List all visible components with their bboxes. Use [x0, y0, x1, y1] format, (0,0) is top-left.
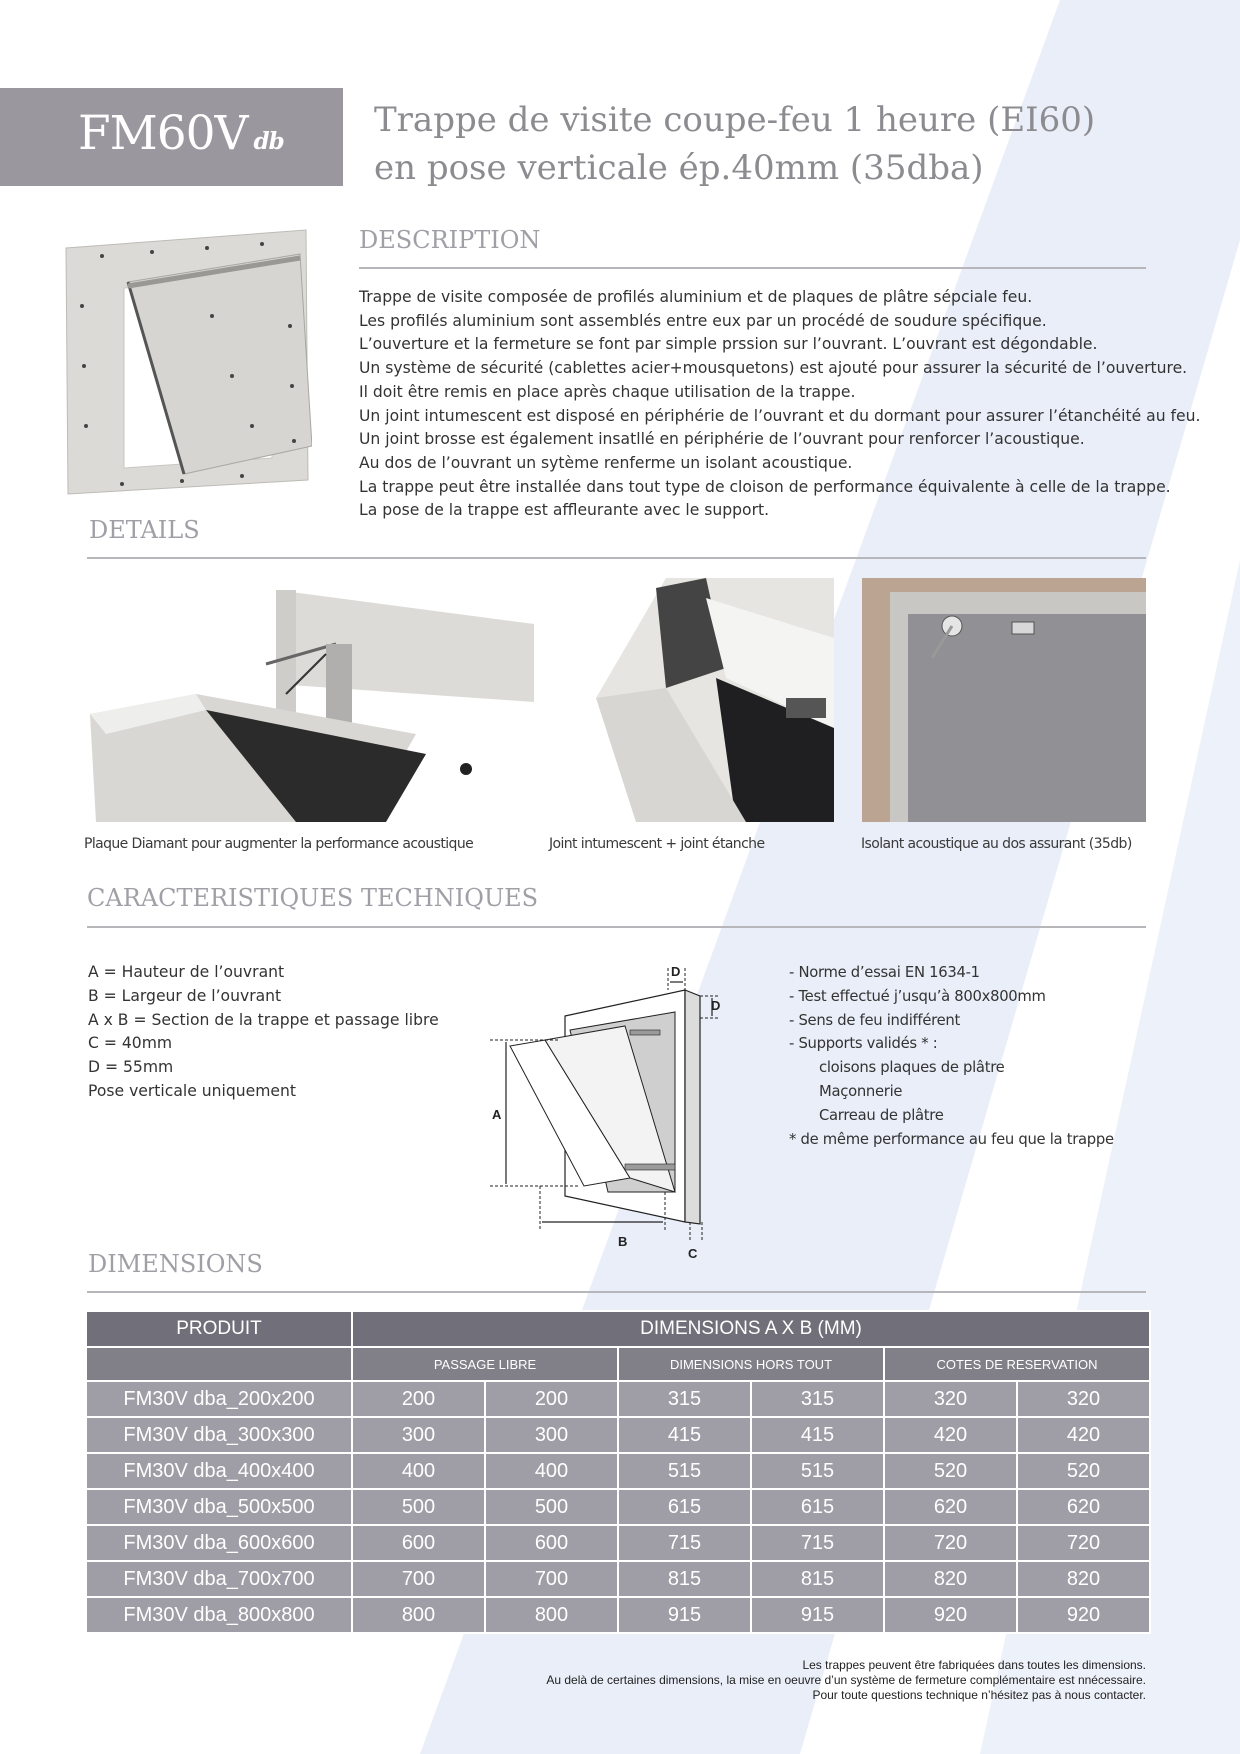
description-line: Un joint intumescent est disposé en périphérie de l’ouvrant et du dormant pour assurer l’étanchéité au feu.	[359, 406, 1201, 425]
description-line: Un système de sécurité (cablettes acier+mousquetons) est ajouté pour assurer la sécurité de l’ouverture.	[359, 359, 1188, 378]
details-heading: DETAILS	[89, 516, 200, 544]
page-title	[374, 96, 1194, 192]
cell: 400	[352, 1453, 485, 1489]
header-hors-tout: DIMENSIONS HORS TOUT	[618, 1347, 884, 1381]
description-body	[359, 286, 1209, 523]
cell: 915	[618, 1597, 751, 1633]
table-row	[86, 1417, 1150, 1453]
cell: 315	[618, 1381, 751, 1417]
dimensions-table	[85, 1310, 1151, 1634]
cell: 500	[352, 1489, 485, 1525]
cell: 420	[1017, 1417, 1150, 1453]
cell: 920	[1017, 1597, 1150, 1633]
cell: 300	[352, 1417, 485, 1453]
cell: 400	[485, 1453, 618, 1489]
spec-line: A x B = Section de la trappe et passage libre	[88, 1010, 439, 1029]
detail-caption: Isolant acoustique au dos assurant (35db)	[861, 836, 1132, 852]
cell-product: FM30V dba_400x400	[86, 1453, 352, 1489]
dim-label-d-top: D	[671, 964, 681, 979]
header-reservation: COTES DE RESERVATION	[884, 1347, 1150, 1381]
description-line: Les profilés aluminium sont assemblés entre eux par un procédé de soudure spécifique.	[359, 311, 1047, 330]
cell: 620	[884, 1489, 1017, 1525]
dim-label-b: B	[618, 1234, 628, 1249]
cell: 815	[618, 1561, 751, 1597]
detail-caption: Joint intumescent + joint étanche	[549, 836, 765, 852]
header-passage-libre: PASSAGE LIBRE	[352, 1347, 618, 1381]
table-row	[86, 1561, 1150, 1597]
detail-photo-joint	[596, 578, 834, 822]
cell: 415	[751, 1417, 884, 1453]
product-code-suffix: db	[253, 128, 284, 155]
spec-line: A = Hauteur de l’ouvrant	[88, 963, 285, 981]
cell: 700	[485, 1561, 618, 1597]
title-line-2: en pose verticale ép.40mm (35dba)	[374, 148, 984, 188]
divider	[359, 267, 1146, 269]
cell: 615	[751, 1489, 884, 1525]
norm-line: cloisons plaques de plâtre	[819, 1059, 1005, 1077]
cell: 715	[618, 1525, 751, 1561]
footer-line: Pour toute questions technique n’hésitez pas à nous contacter.	[812, 1688, 1146, 1702]
cell: 300	[485, 1417, 618, 1453]
cell: 620	[1017, 1489, 1150, 1525]
divider	[87, 1291, 1146, 1293]
product-code: FM60V db	[78, 106, 284, 161]
cell-product: FM30V dba_200x200	[86, 1381, 352, 1417]
description-line: La pose de la trappe est affleurante avec le support.	[359, 501, 770, 520]
norm-line: Maçonnerie	[819, 1082, 903, 1100]
cell: 520	[1017, 1453, 1150, 1489]
cell: 800	[352, 1597, 485, 1633]
footer-notes	[546, 1658, 1146, 1703]
title-line-1: Trappe de visite coupe-feu 1 heure (EI60)	[374, 100, 1096, 140]
cell: 820	[884, 1561, 1017, 1597]
cell: 315	[751, 1381, 884, 1417]
cell: 420	[884, 1417, 1017, 1453]
cell: 820	[1017, 1561, 1150, 1597]
cell: 520	[884, 1453, 1017, 1489]
dim-label-d-side: D	[711, 998, 721, 1013]
table-row	[86, 1525, 1150, 1561]
detail-photo-plaque	[86, 584, 534, 822]
description-line: Au dos de l’ouvrant un sytème renferme un isolant acoustique.	[359, 453, 853, 472]
dim-label-a: A	[492, 1107, 502, 1122]
cell-product: FM30V dba_600x600	[86, 1525, 352, 1561]
cell: 815	[751, 1561, 884, 1597]
cell: 720	[884, 1525, 1017, 1561]
cell: 515	[751, 1453, 884, 1489]
cell-product: FM30V dba_300x300	[86, 1417, 352, 1453]
norm-line: * de même performance au feu que la trappe	[789, 1130, 1114, 1148]
description-line: Un joint brosse est également insatllé en périphérie de l’ouvrant pour renforcer l’acoustique.	[359, 430, 1085, 449]
dimensions-heading: DIMENSIONS	[88, 1250, 263, 1278]
cell: 800	[485, 1597, 618, 1633]
description-line: La trappe peut être installée dans tout type de cloison de performance équivalente à celle de la trappe.	[359, 477, 1171, 496]
cell-product: FM30V dba_800x800	[86, 1597, 352, 1633]
table-row	[86, 1453, 1150, 1489]
cell: 320	[884, 1381, 1017, 1417]
cell: 715	[751, 1525, 884, 1561]
dimension-diagram	[480, 960, 730, 1260]
specs-heading: CARACTERISTIQUES TECHNIQUES	[87, 884, 539, 912]
table-row	[86, 1597, 1150, 1633]
table-row	[86, 1381, 1150, 1417]
cell: 320	[1017, 1381, 1150, 1417]
spec-list	[88, 961, 439, 1104]
divider	[87, 926, 1146, 928]
cell: 915	[751, 1597, 884, 1633]
footer-line: Au delà de certaines dimensions, la mise en oeuvre d’un système de fermeture complémentaire est nnécessaire.	[546, 1673, 1146, 1687]
cell: 600	[352, 1525, 485, 1561]
header-dimensions: DIMENSIONS A X B (MM)	[352, 1311, 1150, 1347]
dim-label-c: C	[688, 1246, 698, 1260]
description-line: L’ouverture et la fermeture se font par simple prssion sur l’ouvrant. L’ouvrant est dégondable.	[359, 335, 1098, 354]
product-photo	[62, 226, 312, 498]
norms-list	[789, 961, 1114, 1151]
cell: 200	[485, 1381, 618, 1417]
cell: 615	[618, 1489, 751, 1525]
cell: 200	[352, 1381, 485, 1417]
detail-photo-isolant	[862, 578, 1146, 822]
spec-line: Pose verticale uniquement	[88, 1081, 297, 1100]
header-product: PRODUIT	[86, 1311, 352, 1347]
footer-line: Les trappes peuvent être fabriquées dans toutes les dimensions.	[802, 1658, 1146, 1672]
norm-line: Carreau de plâtre	[819, 1106, 944, 1124]
table-row	[86, 1489, 1150, 1525]
cell: 415	[618, 1417, 751, 1453]
cell-product: FM30V dba_500x500	[86, 1489, 352, 1525]
cell: 920	[884, 1597, 1017, 1633]
cell: 515	[618, 1453, 751, 1489]
divider	[87, 557, 1146, 559]
description-heading: DESCRIPTION	[359, 226, 541, 254]
spec-line: D = 55mm	[88, 1058, 174, 1077]
cell: 700	[352, 1561, 485, 1597]
cell: 600	[485, 1525, 618, 1561]
norm-line: - Supports validés * :	[789, 1035, 938, 1053]
norm-line: - Test effectué j’usqu’à 800x800mm	[789, 987, 1046, 1005]
norm-line: - Norme d’essai EN 1634-1	[789, 964, 980, 981]
spec-line: B = Largeur de l’ouvrant	[88, 986, 282, 1005]
cell-product: FM30V dba_700x700	[86, 1561, 352, 1597]
spec-line: C = 40mm	[88, 1034, 173, 1053]
description-line: Trappe de visite composée de profilés aluminium et de plaques de plâtre sépciale feu.	[359, 288, 1033, 306]
cell: 500	[485, 1489, 618, 1525]
description-line: Il doit être remis en place après chaque utilisation de la trappe.	[359, 382, 856, 401]
cell: 720	[1017, 1525, 1150, 1561]
norm-line: - Sens de feu indifférent	[789, 1011, 960, 1029]
header-blank	[86, 1347, 352, 1381]
detail-caption: Plaque Diamant pour augmenter la performance acoustique	[84, 836, 474, 852]
